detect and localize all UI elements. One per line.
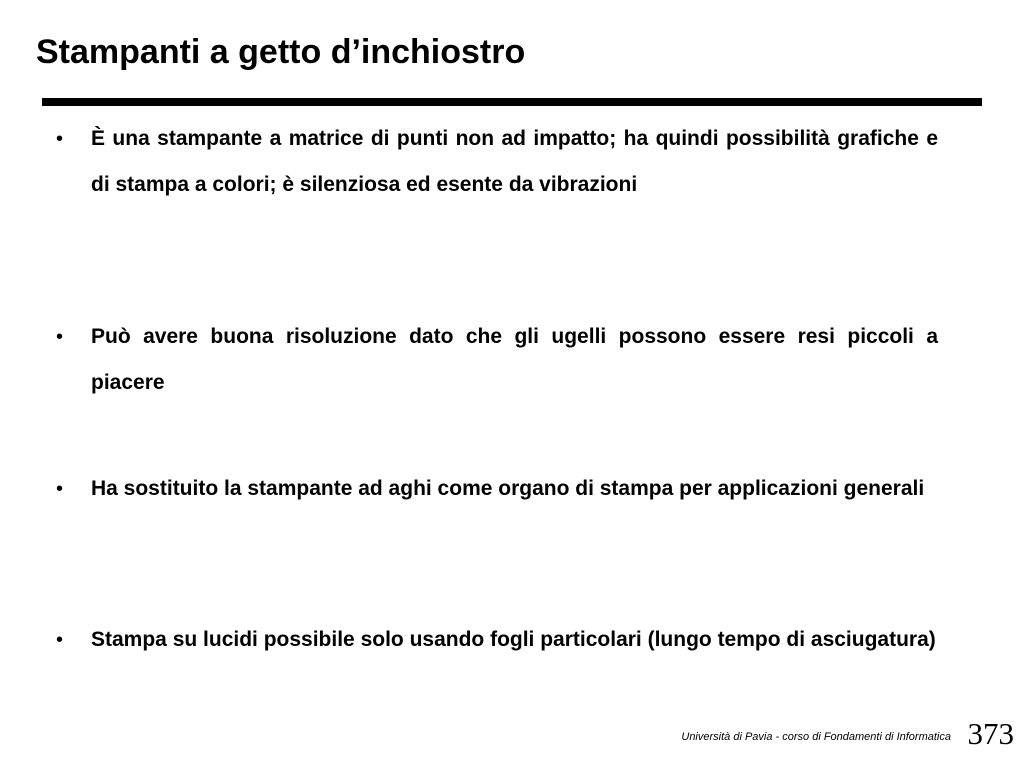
bullet-item-3 [56,466,938,512]
bullet-text-1: È una stampante a matrice di punti non ad impatto; ha quindi possibilità grafiche e di stampa a colori; è silenziosa ed esente da vibrazioni [91,127,938,196]
footer-course-label: Università di Pavia - corso di Fondamenti di Informatica [681,731,951,743]
bullet-icon: • [56,128,64,150]
bullet-text-3: Ha sostituito la stampante ad aghi come organo di stampa per applicazioni generali [91,477,925,500]
bullet-item-4 [56,617,938,663]
title-divider [42,98,982,106]
page-number: 373 [967,716,1014,751]
bullet-icon: • [56,629,64,651]
bullet-icon: • [56,326,64,348]
bullet-icon: • [56,478,64,500]
bullet-text-2: Può avere buona risoluzione dato che gli ugelli possono essere resi piccoli a piacere [91,325,938,394]
bullet-item-2 [56,314,938,406]
slide-title: Stampanti a getto d’inchiostro [36,33,526,71]
bullet-text-4: Stampa su lucidi possibile solo usando fogli particolari (lungo tempo di asciugatura) [91,628,936,651]
bullet-item-1 [56,116,938,208]
